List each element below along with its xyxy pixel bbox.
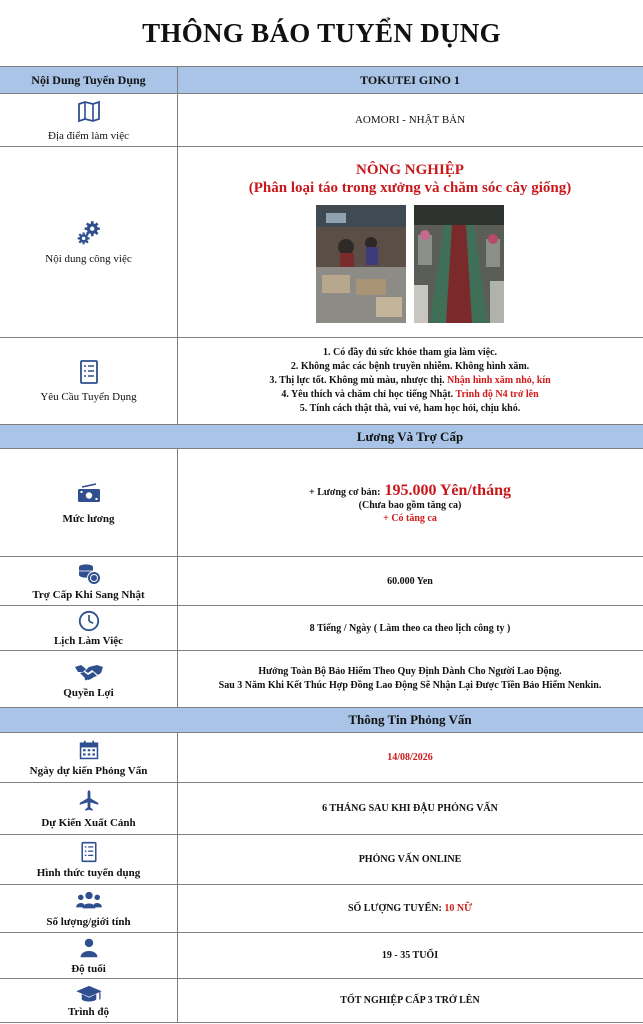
salary-label: Mức lương [62,512,115,525]
requirements-label: Yêu Cầu Tuyển Dụng [40,391,137,403]
benefits-line-1: Hưởng Toàn Bộ Bảo Hiểm Theo Quy Định Dành Cho Người Lao Động. [258,666,562,677]
job-label: Nội dung công việc [45,253,132,265]
education-value: TỐT NGHIỆP CẤP 3 TRỞ LÊN [340,995,480,1006]
row-quantity [0,884,643,932]
age-label: Độ tuổi [71,962,106,975]
requirement-item: 3. Thị lực tốt. Không mù màu, nhược thị. Nhận hình xăm nhỏ, kín [269,375,551,386]
band-interview-title: Thông Tin Phỏng Vấn [348,712,472,727]
method-value: PHỎNG VẤN ONLINE [358,854,462,865]
section-band-salary [0,424,643,448]
graduation-cap-icon [75,984,103,1004]
checklist-icon [78,841,100,863]
table-header [0,66,643,93]
quantity-prefix: SỐ LƯỢNG TUYỂN: [347,903,442,914]
header-right: TOKUTEI GINO 1 [360,72,460,87]
checklist-icon [76,359,102,385]
airplane-icon [77,789,101,813]
salary-prefix: + Lương cơ bản: [309,486,381,498]
schedule-label: Lịch Làm Việc [53,635,124,647]
calendar-icon [78,739,100,761]
salary-overtime: + Có tăng ca [383,512,437,524]
schedule-value: 8 Tiếng / Ngày ( Làm theo ca theo lịch công ty ) [309,622,511,634]
page-title: THÔNG BÁO TUYỂN DỤNG [142,17,501,48]
interview-date-label: Ngày dự kiến Phỏng Vấn [29,764,148,777]
departure-value: 6 THÁNG SAU KHI ĐẬU PHỎNG VẤN [322,803,498,814]
row-salary [0,448,643,556]
row-requirements [0,337,643,424]
row-schedule [0,605,643,650]
quantity-value: 10 NỮ [444,903,473,914]
allowance-value: 60.000 Yen [387,575,433,587]
map-icon [76,98,102,124]
row-age [0,932,643,978]
departure-label: Dự Kiến Xuất Cảnh [41,816,136,829]
gears-icon [75,219,103,247]
job-title: NÔNG NGHIỆP [356,162,464,178]
requirement-item: 5. Tính cách thật thà, vui vẻ, ham học hỏi, chịu khó. [299,403,521,414]
people-icon [75,890,103,912]
allowance-label: Trợ Cấp Khi Sang Nhật [32,589,145,601]
quantity-label: Số lượng/giới tính [46,915,131,928]
clock-icon [77,609,101,633]
row-departure [0,782,643,834]
age-value: 19 - 35 TUỔI [381,950,439,961]
header-left: Nội Dung Tuyển Dụng [0,67,178,93]
handshake-icon [74,659,104,685]
row-method [0,834,643,884]
salary-amount: 195.000 Yên/tháng [384,481,511,499]
row-allowance [0,556,643,605]
benefits-label: Quyền Lợi [63,687,114,699]
method-label: Hình thức tuyển dụng [36,866,141,879]
band-salary-title: Lương Và Trợ Cấp [356,428,464,444]
row-location [0,93,643,146]
coins-icon [76,561,102,587]
money-icon [76,481,102,507]
table-bottom-border [0,1022,643,1023]
benefits-line-2: Sau 3 Năm Khi Kết Thúc Hợp Đồng Lao Động Sẽ Nhận Lại Được Tiền Bảo Hiểm Nenkin. [218,680,602,691]
requirement-item: 2. Không mắc các bệnh truyền nhiễm. Không hình xăm. [290,361,530,372]
row-benefits [0,650,643,707]
location-label: Địa điểm làm việc [48,130,129,142]
sorting-line-photo [414,205,504,323]
row-education [0,978,643,1022]
row-job [0,146,643,337]
interview-date-value: 14/08/2026 [387,752,433,763]
requirement-item: 4. Yêu thích và chăm chỉ học tiếng Nhật. Trình độ N4 trở lên [281,389,539,400]
row-interview-date [0,732,643,782]
quantity-line [348,903,472,914]
location-value: AOMORI - NHẬT BẢN [354,114,466,126]
apple-sorting-photo [316,205,406,323]
section-band-interview [0,707,643,732]
education-label: Trình độ [67,1005,110,1018]
requirement-item: 1. Có đầy đủ sức khỏe tham gia làm việc. [322,347,498,358]
salary-line [309,482,511,500]
salary-note: (Chưa bao gồm tăng ca) [358,499,462,511]
job-subtitle: (Phân loại táo trong xưởng và chăm sóc cây giống) [248,180,572,196]
person-icon [78,937,100,959]
